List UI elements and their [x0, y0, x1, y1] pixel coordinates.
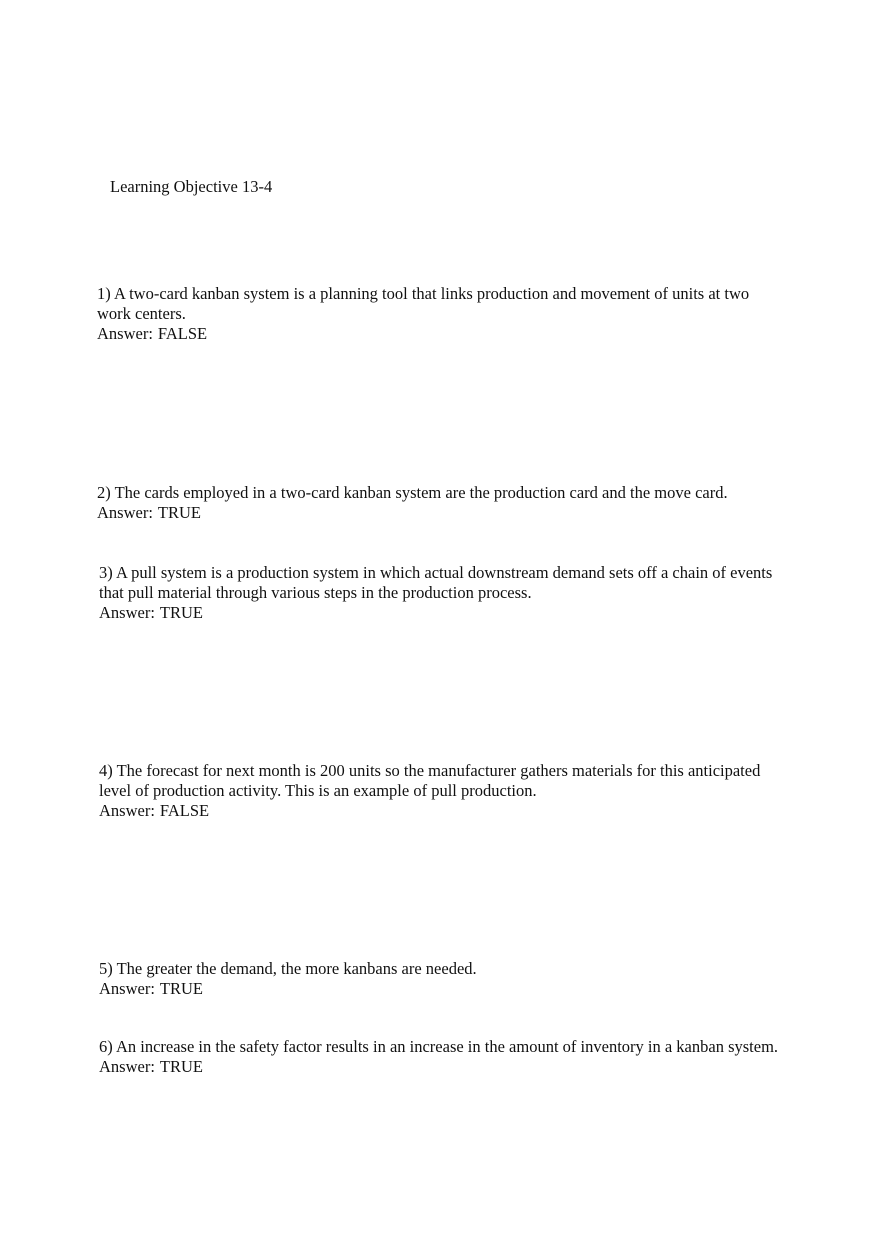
question-text: 4) The forecast for next month is 200 units so the manufacturer gathers materials for this anticipated level of production activity. This is an example of pull production.	[99, 761, 761, 800]
question-item	[99, 1037, 779, 1077]
answer-value: TRUE	[159, 603, 203, 622]
answer-line	[97, 503, 777, 523]
answer-label: Answer:	[99, 979, 155, 998]
question-text: 2) The cards employed in a two-card kanban system are the production card and the move card.	[97, 483, 728, 502]
answer-line	[99, 979, 779, 999]
answer-line	[99, 801, 779, 821]
question-text: 1) A two-card kanban system is a planning tool that links production and movement of units at two work centers.	[97, 284, 750, 323]
answer-label: Answer:	[99, 801, 155, 820]
answer-value: TRUE	[159, 1057, 203, 1076]
learning-objective-heading: Learning Objective 13-4	[110, 177, 273, 196]
answer-label: Answer:	[97, 503, 153, 522]
answer-value: FALSE	[159, 801, 210, 820]
answer-line	[99, 1057, 779, 1077]
question-item	[99, 563, 779, 623]
question-item	[99, 761, 779, 821]
question-text: 6) An increase in the safety factor results in an increase in the amount of inventory in a kanban system.	[99, 1037, 779, 1056]
question-text: 3) A pull system is a production system in which actual downstream demand sets off a chain of events that pull material through various steps in the production process.	[99, 563, 773, 602]
answer-label: Answer:	[97, 324, 153, 343]
question-item	[97, 284, 777, 344]
question-item	[97, 483, 777, 523]
question-item	[99, 959, 779, 999]
answer-line	[97, 324, 777, 344]
answer-value: TRUE	[157, 503, 201, 522]
answer-value: FALSE	[157, 324, 208, 343]
answer-line	[99, 603, 779, 623]
answer-value: TRUE	[159, 979, 203, 998]
answer-label: Answer:	[99, 1057, 155, 1076]
question-text: 5) The greater the demand, the more kanbans are needed.	[99, 959, 477, 978]
answer-label: Answer:	[99, 603, 155, 622]
